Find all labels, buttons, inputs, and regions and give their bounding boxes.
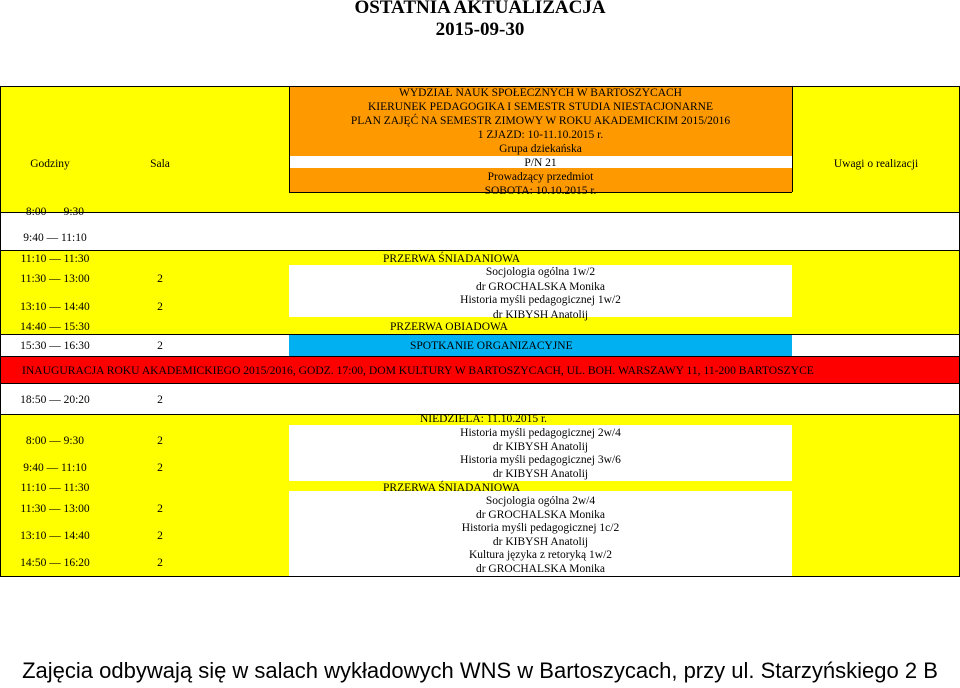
- sat-r4-sala: 2: [157, 273, 163, 285]
- sun-r1-subject: Historia myśli pedagogicznej 2w/4: [460, 427, 621, 439]
- sun-r6-teacher: dr GROCHALSKA Monika: [475, 563, 606, 575]
- sun-r2-time: 9:40 — 11:10: [23, 462, 87, 474]
- col-godziny: Godziny: [30, 158, 70, 170]
- sat-r5-time: 13:10 — 14:40: [20, 301, 90, 313]
- sat-r5-teacher: dr KIBYSH Anatolij: [492, 309, 589, 321]
- sat-r6-break: PRZERWA OBIADOWA: [390, 321, 508, 333]
- sun-r4-teacher: dr GROCHALSKA Monika: [475, 509, 606, 521]
- sun-r2-teacher: dr KIBYSH Anatolij: [492, 468, 589, 480]
- footer-note: Zajęcia odbywają się w salach wykładowych WNS w Bartoszycach, przy ul. Starzyńskiego 2 B: [22, 658, 938, 683]
- prowadzacy-label: Prowadzący przedmiot: [487, 171, 594, 183]
- plan-line: PLAN ZAJĘĆ NA SEMESTR ZIMOWY W ROKU AKADEMICKIM 2015/2016: [350, 115, 731, 127]
- sat-r9-time: 18:50 — 20:20: [20, 394, 90, 406]
- sun-r1-sala: 2: [157, 435, 163, 447]
- sun-r5-sala: 2: [157, 530, 163, 542]
- faculty-line: WYDZIAŁ NAUK SPOŁECZNYCH W BARTOSZYCACH: [399, 87, 682, 99]
- sat-r7-time: 15:30 — 16:30: [20, 340, 90, 352]
- grupa-label: Grupa dziekańska: [499, 143, 582, 155]
- col-uwagi: Uwagi o realizacji: [833, 158, 919, 170]
- major-line: KIERUNEK PEDAGOGIKA I SEMESTR STUDIA NIESTACJONARNE: [367, 101, 714, 113]
- sat-r4-teacher: dr GROCHALSKA Monika: [475, 281, 606, 293]
- sat-r1-time: 8:00 — 9:30: [25, 206, 85, 218]
- sat-r3-break: PRZERWA ŚNIADANIOWA: [383, 253, 521, 265]
- sat-r5-sala: 2: [157, 301, 163, 313]
- update-date: 2015-09-30: [435, 19, 525, 40]
- col-sala: Sala: [150, 158, 170, 170]
- sat-r4-subject: Socjologia ogólna 1w/2: [485, 266, 596, 278]
- sun-r4-subject: Socjologia ogólna 2w/4: [485, 495, 596, 507]
- sun-r5-subject: Historia myśli pedagogicznej 1c/2: [461, 522, 620, 534]
- sun-r1-teacher: dr KIBYSH Anatolij: [492, 441, 589, 453]
- sat-r6-time: 14:40 — 15:30: [20, 321, 90, 333]
- pn-label: P/N 21: [524, 157, 557, 169]
- sat-r4-time: 11:30 — 13:00: [20, 273, 90, 285]
- sat-r5-subject: Historia myśli pedagogicznej 1w/2: [460, 294, 621, 306]
- saturday-label: SOBOTA: 10.10.2015 r.: [484, 185, 597, 197]
- sun-r4-sala: 2: [157, 503, 163, 515]
- sun-r1-time: 8:00 — 9:30: [25, 435, 85, 447]
- inauguration-banner: INAUGURACJA ROKU AKADEMICKIEGO 2015/2016, GODZ. 17:00, DOM KULTURY W BARTOSZYCACH, UL. BOH. WARSZAWY 11, 11-200 BARTOSZYCE: [22, 364, 814, 377]
- sunday-label: NIEDZIELA: 11.10.2015 r.: [420, 413, 548, 425]
- sat-r7-sala: 2: [157, 340, 163, 352]
- sat-r3-time: 11:10 — 11:30: [20, 253, 90, 265]
- sat-r7-meeting: SPOTKANIE ORGANIZACYJNE: [410, 340, 573, 352]
- sun-r6-subject: Kultura języka z retoryką 1w/2: [468, 549, 613, 561]
- sat-r9-sala: 2: [157, 394, 163, 406]
- sun-r5-teacher: dr KIBYSH Anatolij: [492, 536, 589, 548]
- sun-r4-time: 11:30 — 13:00: [20, 503, 90, 515]
- sun-r3-break: PRZERWA ŚNIADANIOWA: [383, 482, 521, 494]
- sun-r2-subject: Historia myśli pedagogicznej 3w/6: [460, 454, 621, 466]
- sun-r6-time: 14:50 — 16:20: [20, 557, 90, 569]
- sun-r6-sala: 2: [157, 557, 163, 569]
- page-title: OSTATNIA AKTUALIZACJA: [354, 0, 606, 18]
- session-line: 1 ZJAZD: 10-11.10.2015 r.: [477, 129, 604, 141]
- sun-r3-time: 11:10 — 11:30: [20, 482, 90, 494]
- sat-r2-time: 9:40 — 11:10: [23, 232, 87, 244]
- sun-r5-time: 13:10 — 14:40: [20, 530, 90, 542]
- sun-r2-sala: 2: [157, 462, 163, 474]
